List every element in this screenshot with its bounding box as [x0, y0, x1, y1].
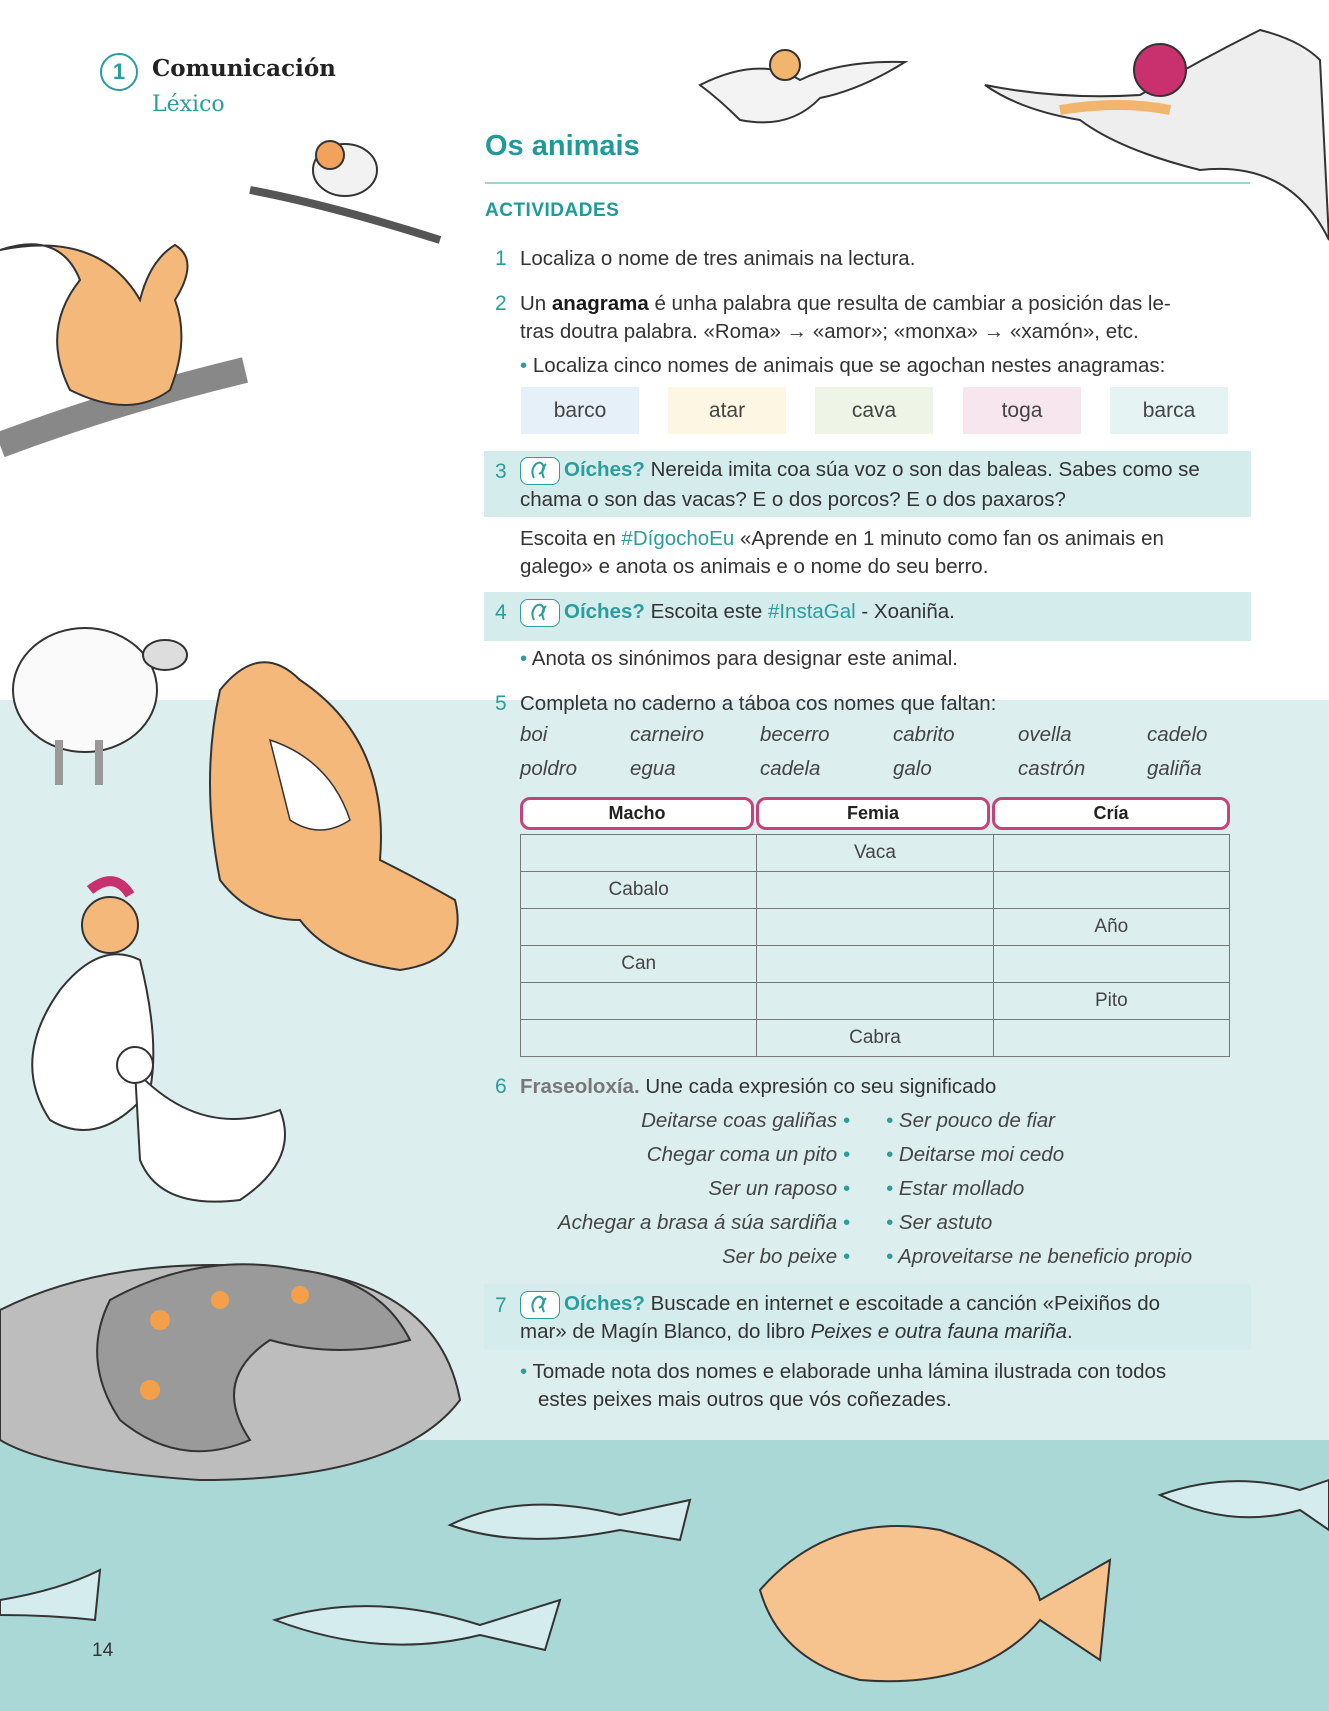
word-bank-item: boi — [520, 723, 548, 746]
fox-icon — [210, 662, 458, 970]
word-bank-item: poldro — [520, 757, 577, 780]
activity-4-number: 4 — [495, 601, 507, 624]
table-cell: Cabra — [757, 1020, 993, 1057]
robin-icon — [313, 141, 377, 196]
title-divider — [485, 182, 1250, 184]
activity-7-bullet: • Tomade nota dos nomes e elaborade unha lámina ilustrada con todos — [520, 1360, 1167, 1383]
table-cell — [757, 946, 993, 983]
hashtag-instagal: #InstaGal — [767, 600, 856, 623]
squirrel-icon — [0, 244, 188, 405]
table-cell — [521, 835, 757, 872]
table-header-macho: Macho — [520, 797, 754, 830]
flying-bird-icon — [700, 50, 905, 122]
word-bank-item: cadelo — [1147, 723, 1208, 746]
activity-3-paragraph: Escoita en #DígochoEu «Aprende en 1 minuto como fan os animais en — [520, 527, 1164, 550]
activity-3-text: Oíches? Nereida imita coa súa voz o son das baleas. Sabes como se — [520, 456, 1255, 485]
hashtag-digochoeu: #DígochoEu — [621, 527, 735, 550]
table-cell — [757, 872, 993, 909]
activity-6-number: 6 — [495, 1075, 507, 1098]
section-label: ACTIVIDADES — [485, 200, 620, 221]
word-bank-item: galiña — [1147, 757, 1202, 780]
table-cell: Cabalo — [521, 872, 757, 909]
activity-2-text-line2: tras doutra palabra. «Roma» → «amor»; «monxa» → «xamón», etc. — [520, 320, 1139, 343]
table-cell: Pito — [993, 983, 1229, 1020]
table-cell: Año — [993, 909, 1229, 946]
activity-4-bullet: • Anota os sinónimos para designar este animal. — [520, 647, 958, 670]
activity-2-bullet: • Localiza cinco nomes de animais que se agochan nestes anagramas: — [520, 354, 1166, 377]
table-row — [521, 872, 1230, 909]
anagram-box: cava — [815, 387, 933, 434]
table-cell — [757, 983, 993, 1020]
page-title: Os animais — [485, 130, 640, 162]
expression-item[interactable]: Ser bo peixe • — [722, 1245, 850, 1268]
fish-icon — [0, 1480, 1329, 1681]
chapter-title: Comunicación — [152, 55, 336, 82]
activity-3-number: 3 — [495, 460, 507, 483]
table-cell: Can — [521, 946, 757, 983]
word-bank-item: galo — [893, 757, 932, 780]
table-cell — [993, 872, 1229, 909]
table-row — [521, 909, 1230, 946]
meaning-item[interactable]: • Ser astuto — [886, 1211, 993, 1234]
anagram-box: barco — [521, 387, 639, 434]
ear-icon[interactable] — [520, 457, 560, 485]
anagram-term: anagrama — [551, 292, 649, 315]
word-bank-item: carneiro — [630, 723, 705, 746]
table-cell — [993, 1020, 1229, 1057]
table-row — [521, 946, 1230, 983]
word-bank-item: castrón — [1018, 757, 1086, 780]
activity-6-text: Fraseoloxía. Une cada expresión co seu significado — [520, 1075, 997, 1098]
word-bank-item: egua — [630, 757, 676, 780]
animals-table — [520, 834, 1230, 1057]
activity-7-text: Oíches? Buscade en internet e escoitade a canción «Peixiños do — [520, 1290, 1255, 1319]
anagram-box: toga — [963, 387, 1081, 434]
activity-2-number: 2 — [495, 292, 507, 315]
chapter-section: Léxico — [152, 92, 225, 117]
table-cell: Vaca — [757, 835, 993, 872]
word-bank-item: cabrito — [893, 723, 955, 746]
table-row — [521, 835, 1230, 872]
anagram-box: atar — [668, 387, 786, 434]
expression-item[interactable]: Chegar coma un pito • — [646, 1143, 850, 1166]
table-cell — [993, 946, 1229, 983]
activity-4-text: Oíches? Escoita este #InstaGal - Xoaniña. — [520, 598, 955, 627]
sheep-icon — [13, 628, 187, 785]
activity-7-text-line2: mar» de Magín Blanco, do libro Peixes e outra fauna mariña. — [520, 1320, 1073, 1343]
word-bank-item: ovella — [1018, 723, 1072, 746]
table-row — [521, 983, 1230, 1020]
activity-7-bullet-line2: estes peixes mais outros que vós coñezades. — [538, 1388, 952, 1411]
activity-7-number: 7 — [495, 1294, 507, 1317]
activity-5-number: 5 — [495, 692, 507, 715]
meaning-item[interactable]: • Ser pouco de fiar — [886, 1109, 1056, 1132]
activity-1-number: 1 — [495, 247, 507, 270]
word-bank-item: cadela — [760, 757, 821, 780]
page-number: 14 — [92, 1640, 114, 1661]
anagram-box: barca — [1110, 387, 1228, 434]
table-header-cria: Cría — [992, 797, 1230, 830]
activity-5-text: Completa no caderno a táboa cos nomes que faltan: — [520, 692, 997, 715]
expression-item[interactable]: Ser un raposo • — [708, 1177, 850, 1200]
activity-3-text-line2: chama o son das vacas? E o dos porcos? E o dos paxaros? — [520, 488, 1066, 511]
chapter-number-badge: 1 — [100, 53, 138, 91]
meaning-item[interactable]: • Deitarse moi cedo — [886, 1143, 1065, 1166]
activity-1-text: Localiza o nome de tres animais na lectura. — [520, 247, 916, 270]
expression-item[interactable]: Deitarse coas galiñas • — [641, 1109, 850, 1132]
rooster-icon — [32, 881, 153, 1130]
activity-3-paragraph-line2: galego» e anota os animais e o nome do seu berro. — [520, 555, 989, 578]
word-bank-item: becerro — [760, 723, 830, 746]
table-cell — [757, 909, 993, 946]
meaning-item[interactable]: • Estar mollado — [886, 1177, 1025, 1200]
table-cell — [521, 1020, 757, 1057]
activity-2-text: Un anagrama é unha palabra que resulta de cambiar a posición das le- — [520, 292, 1171, 315]
ear-icon[interactable] — [520, 599, 560, 627]
meaning-item[interactable]: • Aproveitarse ne beneficio propio — [886, 1245, 1193, 1268]
table-cell — [521, 983, 757, 1020]
table-header-femia: Femia — [756, 797, 990, 830]
hen-icon — [117, 1047, 285, 1202]
goldfinch-icon — [985, 30, 1329, 240]
ear-icon[interactable] — [520, 1291, 560, 1319]
expression-item[interactable]: Achegar a brasa á súa sardiña • — [557, 1211, 850, 1234]
table-cell — [993, 835, 1229, 872]
table-cell — [521, 909, 757, 946]
book-title: Peixes e outra fauna mariña — [810, 1320, 1067, 1343]
table-row — [521, 1020, 1230, 1057]
